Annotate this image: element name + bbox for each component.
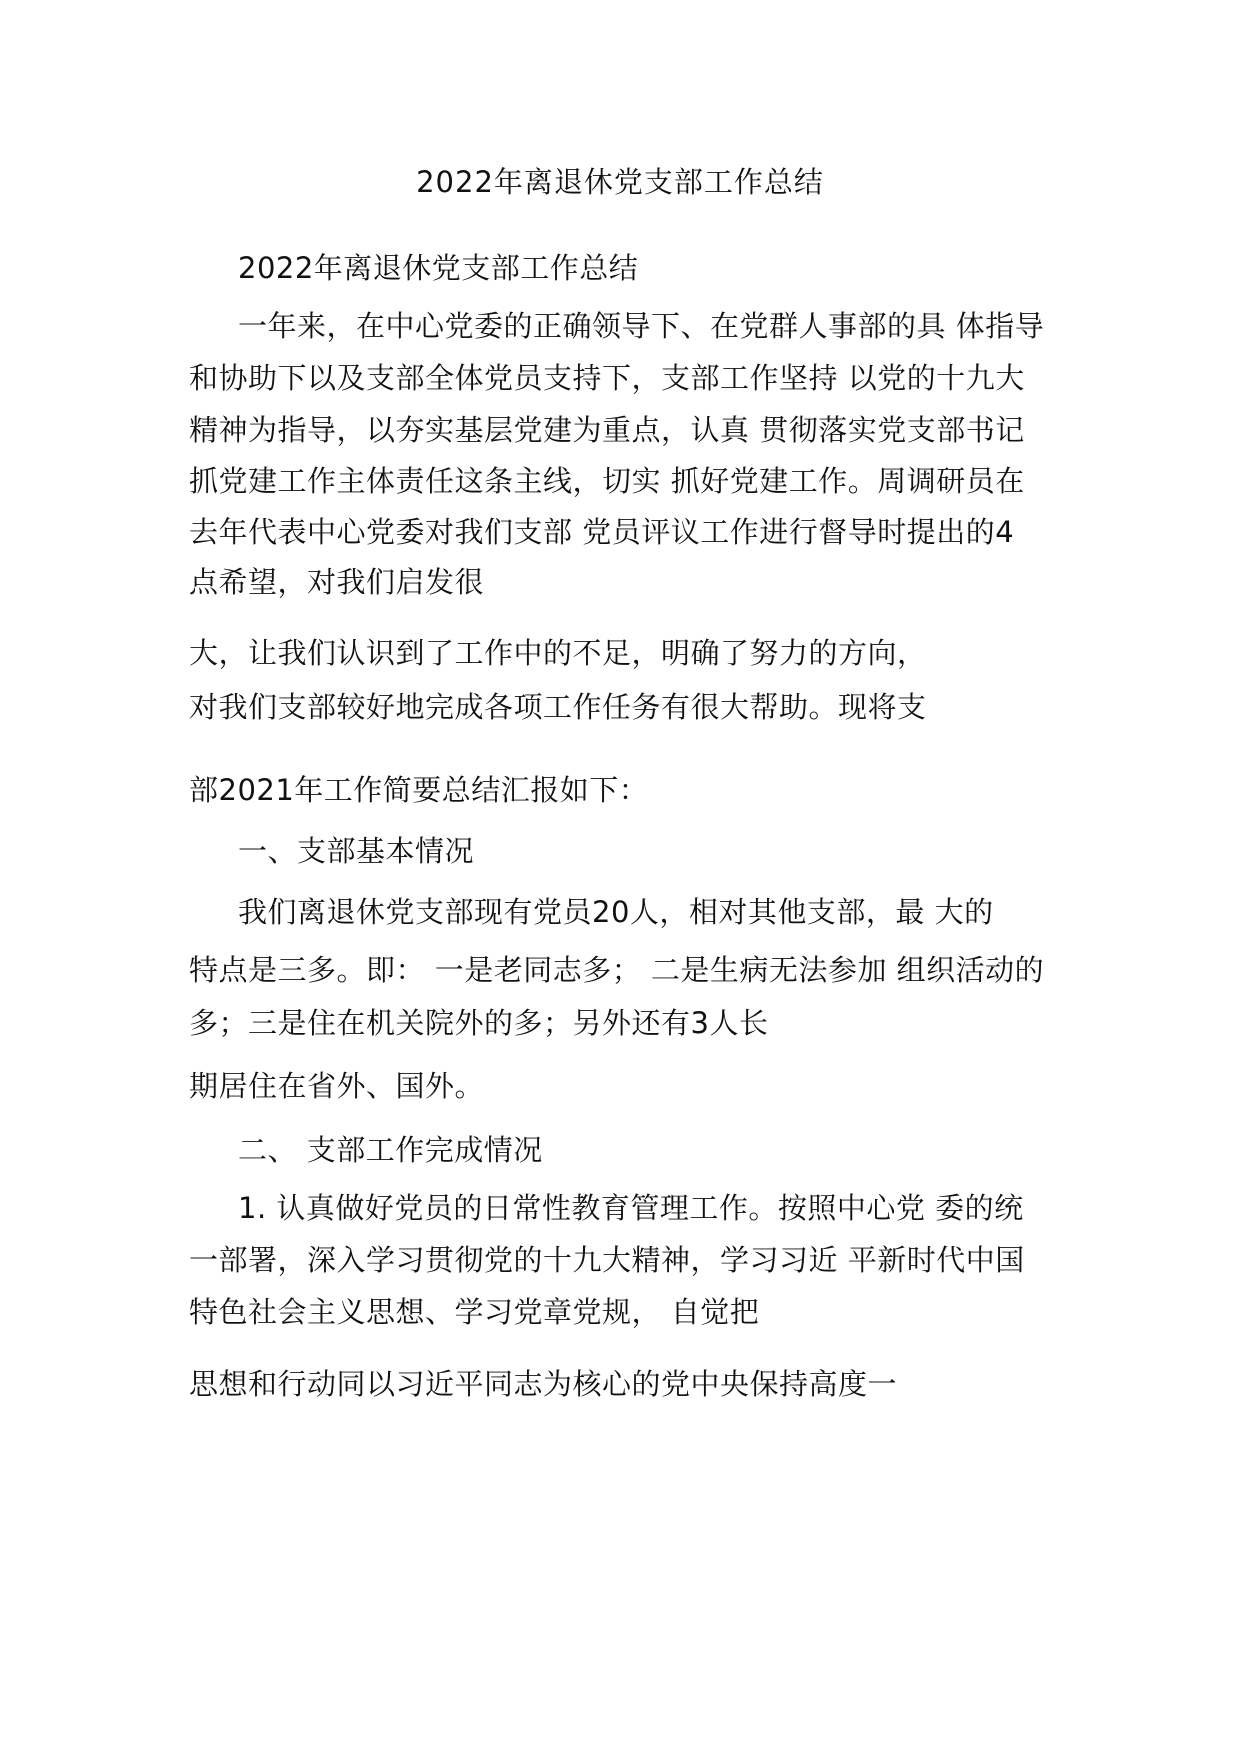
- paragraph-line: 抓党建工作主体责任这条主线，切实 抓好党建工作。周调研员在: [189, 464, 1025, 498]
- paragraph-line: 一部署，深入学习贯彻党的十九大精神，学习习近 平新时代中国: [189, 1243, 1025, 1277]
- paragraph-line: 我们离退休党支部现有党员20人，相对其他支部，最 大的: [238, 895, 994, 929]
- paragraph-line: 和协助下以及支部全体党员支持下，支部工作坚持 以党的十九大: [189, 361, 1025, 395]
- paragraph-line: 大，让我们认识到了工作中的不足，明确了努力的方向，: [189, 636, 927, 670]
- paragraph-line: 期居住在省外、国外。: [189, 1069, 485, 1103]
- paragraph-line: 1. 认真做好党员的日常性教育管理工作。按照中心党 委的统: [238, 1191, 1024, 1225]
- paragraph-line: 特点是三多。即： 一是老同志多； 二是生病无法参加 组织活动的: [189, 953, 1045, 987]
- section-heading: 二、 支部工作完成情况: [238, 1133, 543, 1167]
- paragraph-line: 多；三是住在机关院外的多；另外还有3人长: [189, 1006, 769, 1040]
- paragraph-line: 对我们支部较好地完成各项工作任务有很大帮助。现将支: [189, 690, 927, 724]
- paragraph-line: 精神为指导，以夯实基层党建为重点，认真 贯彻落实党支部书记: [189, 413, 1025, 447]
- paragraph-line: 部2021年工作简要总结汇报如下：: [189, 773, 649, 807]
- paragraph-line: 点希望，对我们启发很: [189, 565, 485, 599]
- section-heading: 一、支部基本情况: [238, 834, 475, 868]
- document-title: 2022年离退休党支部工作总结: [416, 165, 824, 199]
- paragraph-line: 特色社会主义思想、学习党章党规， 自觉把: [189, 1295, 760, 1329]
- paragraph-line: 思想和行动同以习近平同志为核心的党中央保持高度一: [189, 1367, 898, 1401]
- paragraph-line: 去年代表中心党委对我们支部 党员评议工作进行督导时提出的4: [189, 515, 1015, 549]
- subtitle-line: 2022年离退休党支部工作总结: [238, 251, 639, 285]
- paragraph-line: 一年来，在中心党委的正确领导下、在党群人事部的具 体指导: [238, 309, 1045, 343]
